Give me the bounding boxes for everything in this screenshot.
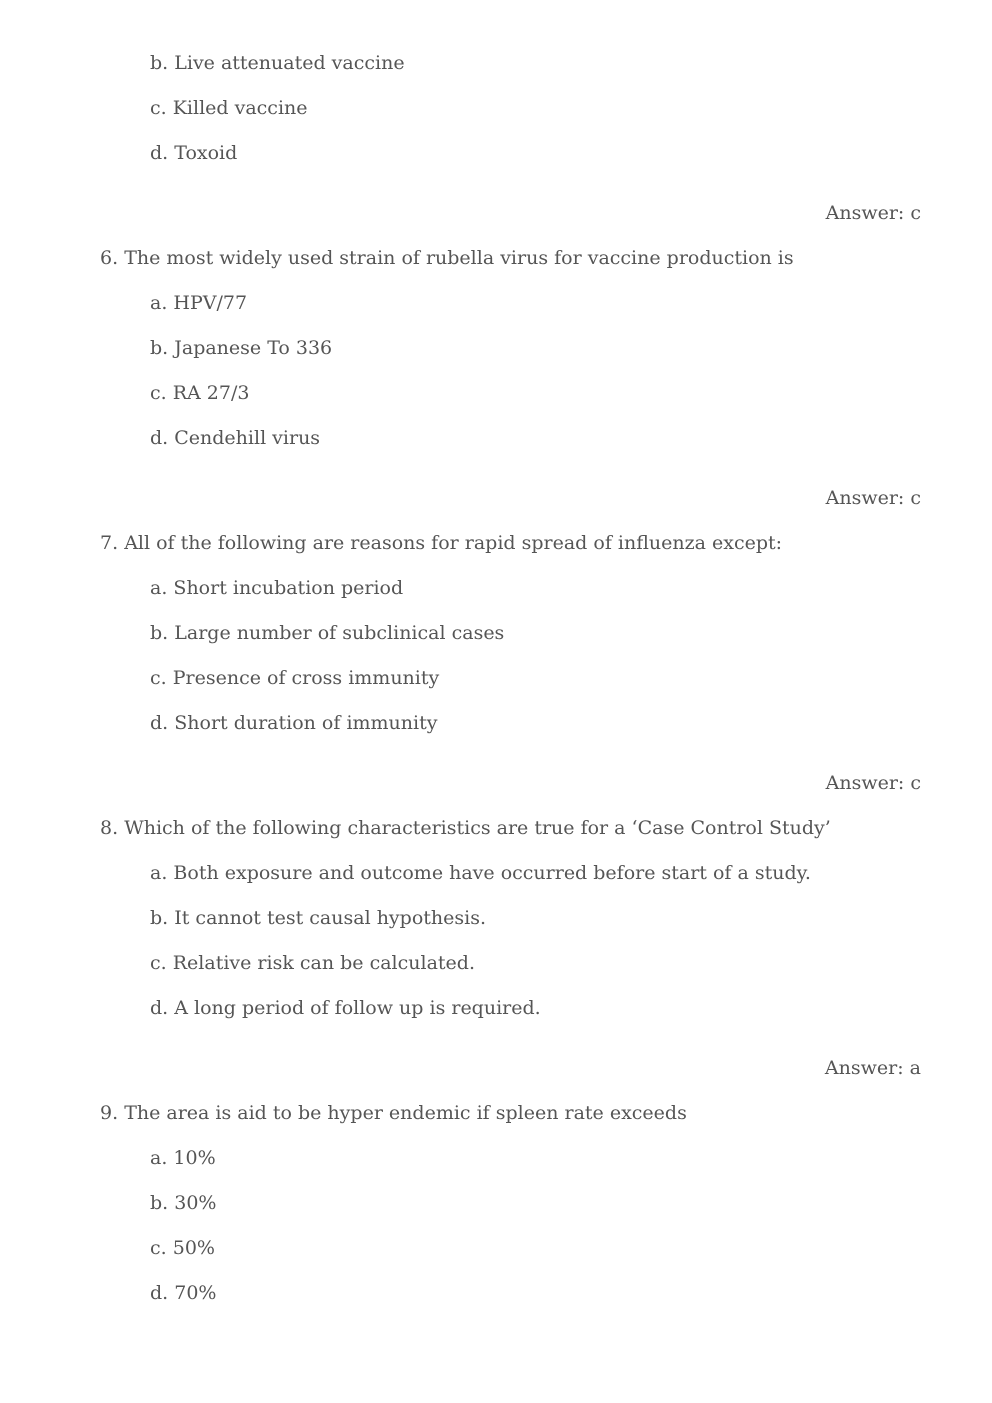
option-text: Killed vaccine (172, 97, 308, 119)
option-letter: c. (150, 667, 167, 689)
option-letter: a. (150, 1147, 168, 1169)
option-letter: d. (150, 427, 169, 449)
option-text: Japanese To 336 (174, 337, 333, 359)
option-q8-d (150, 996, 541, 1020)
option-q6-c (150, 381, 249, 405)
option-text: Relative risk can be calculated. (172, 952, 475, 974)
option-q6-d (150, 426, 320, 450)
option-q5-d (150, 141, 237, 165)
option-q6-b (150, 336, 332, 360)
option-text: 30% (174, 1192, 217, 1214)
question-8 (100, 816, 831, 840)
option-letter: c. (150, 97, 167, 119)
option-q9-d (150, 1281, 216, 1305)
option-text: Large number of subclinical cases (174, 622, 505, 644)
option-text: Presence of cross immunity (172, 667, 440, 689)
option-text: A long period of follow up is required. (174, 997, 541, 1019)
option-text: Toxoid (174, 142, 238, 164)
option-q5-b (150, 51, 405, 75)
option-q9-a (150, 1146, 216, 1170)
option-q9-b (150, 1191, 216, 1215)
option-letter: c. (150, 382, 167, 404)
question-6 (100, 246, 794, 270)
option-text: Cendehill virus (174, 427, 321, 449)
answer-q6: Answer: c (825, 487, 921, 509)
option-letter: d. (150, 142, 169, 164)
option-letter: b. (150, 52, 169, 74)
answer-q8: Answer: a (824, 1057, 921, 1079)
option-text: Short duration of immunity (174, 712, 438, 734)
answer-q7: Answer: c (825, 772, 921, 794)
question-number: 6. (100, 247, 119, 269)
option-text: It cannot test causal hypothesis. (174, 907, 486, 929)
option-q8-a (150, 861, 811, 885)
option-text: RA 27/3 (172, 382, 250, 404)
option-text: Short incubation period (173, 577, 404, 599)
option-q7-d (150, 711, 437, 735)
question-number: 7. (100, 532, 119, 554)
option-q8-c (150, 951, 475, 975)
question-text: All of the following are reasons for rapid spread of influenza except: (124, 532, 783, 554)
option-text: Live attenuated vaccine (174, 52, 405, 74)
question-text: The most widely used strain of rubella virus for vaccine production is (124, 247, 794, 269)
option-letter: b. (150, 337, 169, 359)
option-text: HPV/77 (173, 292, 248, 314)
option-q6-a (150, 291, 247, 315)
question-number: 8. (100, 817, 119, 839)
option-letter: c. (150, 1237, 167, 1259)
option-q7-a (150, 576, 403, 600)
answer-q5: Answer: c (825, 202, 921, 224)
option-letter: a. (150, 577, 168, 599)
option-letter: b. (150, 622, 169, 644)
question-text: The area is aid to be hyper endemic if spleen rate exceeds (124, 1102, 687, 1124)
option-text: 10% (173, 1147, 216, 1169)
question-text: Which of the following characteristics are true for a ‘Case Control Study’ (124, 817, 831, 839)
option-q7-b (150, 621, 504, 645)
question-7 (100, 531, 782, 555)
option-letter: a. (150, 862, 168, 884)
option-q7-c (150, 666, 439, 690)
option-q9-c (150, 1236, 215, 1260)
option-letter: b. (150, 907, 169, 929)
option-letter: a. (150, 292, 168, 314)
question-9 (100, 1101, 687, 1125)
option-letter: c. (150, 952, 167, 974)
option-text: Both exposure and outcome have occurred before start of a study. (173, 862, 811, 884)
option-q8-b (150, 906, 486, 930)
option-letter: d. (150, 997, 169, 1019)
question-number: 9. (100, 1102, 119, 1124)
option-text: 70% (174, 1282, 217, 1304)
option-letter: d. (150, 1282, 169, 1304)
option-text: 50% (172, 1237, 215, 1259)
option-letter: d. (150, 712, 169, 734)
option-q5-c (150, 96, 308, 120)
option-letter: b. (150, 1192, 169, 1214)
